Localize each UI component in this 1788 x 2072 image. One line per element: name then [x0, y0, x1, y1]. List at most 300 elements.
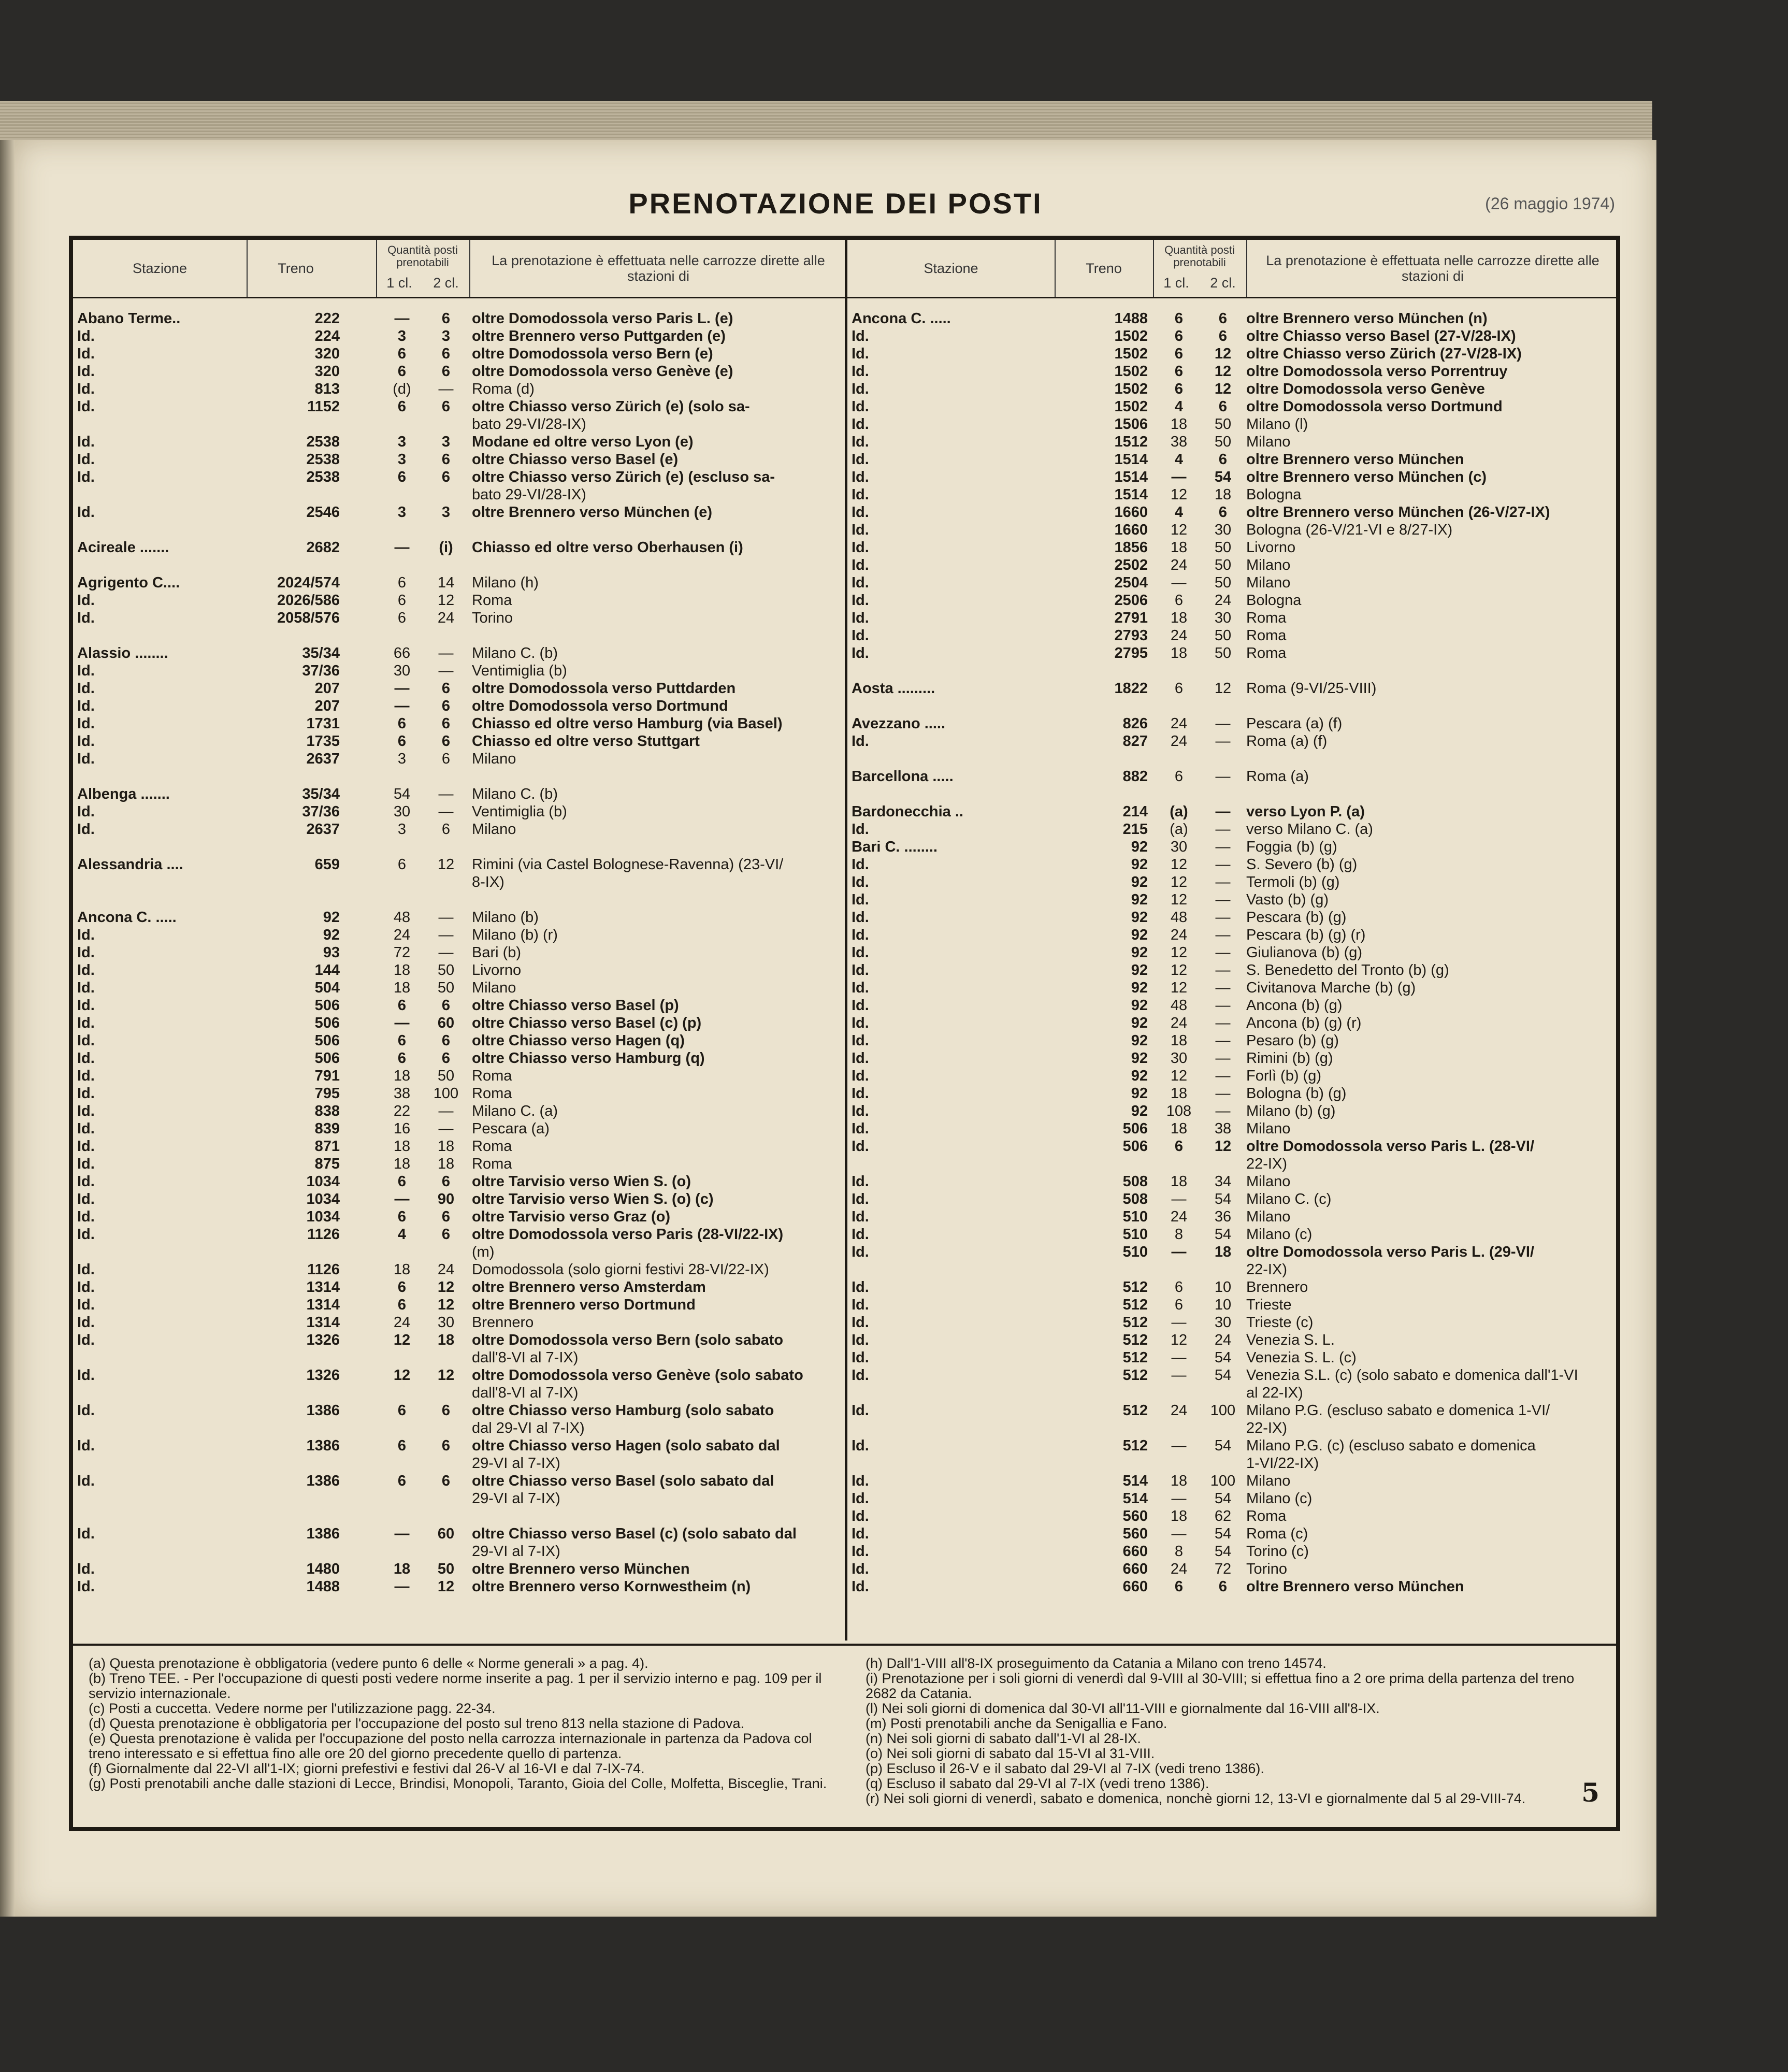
train-cell: 1514 — [1114, 486, 1148, 503]
train-cell: 1735 — [306, 733, 340, 750]
table-row — [73, 1402, 845, 1419]
destination-cell: Bologna (b) (g) — [1246, 1085, 1347, 1102]
table-row — [73, 1472, 845, 1490]
table-row — [73, 1560, 845, 1578]
table-row — [73, 556, 845, 574]
table-row — [847, 1085, 1617, 1102]
station-cell: Id. — [852, 1279, 869, 1296]
destination-cell: oltre Domodossola verso Bern (e) — [472, 346, 713, 362]
first-class-cell: 12 — [1170, 891, 1188, 908]
table-row — [73, 732, 845, 750]
table-row — [847, 1402, 1617, 1419]
station-cell: Id. — [77, 1297, 95, 1313]
destination-cell: Milano C. (b) — [472, 645, 558, 661]
station-cell: Id. — [852, 346, 869, 362]
first-class-cell: 12 — [393, 1367, 411, 1384]
destination-cell: Milano — [1246, 1208, 1291, 1225]
destination-cell: S. Severo (b) (g) — [1246, 856, 1358, 873]
second-class-cell: 6 — [441, 451, 451, 468]
destination-cell: 29-VI al 7-IX) — [472, 1490, 560, 1507]
table-row — [73, 697, 845, 715]
first-class-cell: 18 — [1170, 1173, 1188, 1190]
destination-cell: Torino — [1246, 1561, 1287, 1577]
first-class-cell: 6 — [1174, 1297, 1184, 1313]
train-cell: 659 — [314, 856, 340, 873]
train-cell: 35/34 — [302, 786, 340, 802]
second-class-cell: 18 — [437, 1138, 455, 1155]
second-class-cell: 12 — [1214, 680, 1232, 697]
table-row — [847, 345, 1617, 363]
destination-cell: Ventimiglia (b) — [472, 803, 567, 820]
second-class-cell: — — [1215, 1050, 1231, 1067]
first-class-cell: 30 — [393, 663, 411, 679]
table-row — [847, 609, 1617, 627]
second-class-cell: 54 — [1214, 1543, 1232, 1560]
first-class-cell: 6 — [397, 997, 407, 1014]
first-class-cell: — — [394, 310, 410, 327]
second-class-cell: 50 — [1214, 627, 1232, 644]
second-class-cell: 60 — [437, 1526, 455, 1542]
train-cell: 92 — [1131, 909, 1148, 926]
train-cell: 512 — [1122, 1437, 1148, 1454]
destination-cell: Bologna — [1246, 486, 1302, 503]
first-class-cell: 18 — [393, 962, 411, 979]
destination-cell: Brennero — [1246, 1279, 1308, 1296]
header-cl2-right: 2 cl. — [1210, 275, 1236, 291]
train-cell: 813 — [314, 381, 340, 397]
second-class-cell: 30 — [1214, 1314, 1232, 1331]
station-cell: Albenga ....... — [77, 786, 170, 802]
first-class-cell: 18 — [1170, 1120, 1188, 1137]
station-cell: Id. — [77, 1367, 95, 1384]
first-class-cell: 4 — [1174, 504, 1184, 521]
destination-cell: Venezia S. L. — [1246, 1332, 1335, 1348]
train-cell: 1514 — [1114, 469, 1148, 485]
page-title: PRENOTAZIONE DEI POSTI — [628, 187, 1043, 220]
destination-cell: Roma — [472, 592, 512, 609]
destination-cell: Chiasso ed oltre verso Hamburg (via Basel) — [472, 715, 783, 732]
train-cell: 512 — [1122, 1402, 1148, 1419]
station-cell: Id. — [852, 944, 869, 961]
second-class-cell: — — [438, 381, 454, 397]
destination-cell: Roma — [1246, 645, 1287, 661]
train-cell: 660 — [1122, 1561, 1148, 1577]
second-class-cell: 6 — [441, 751, 451, 767]
table-row — [73, 1578, 845, 1595]
footnote: (m) Posti prenotabili anche da Senigallia e Fano. — [866, 1716, 1167, 1731]
table-row — [847, 768, 1617, 785]
first-class-cell: 18 — [393, 1261, 411, 1278]
table-row — [847, 909, 1617, 926]
second-class-cell: — — [1215, 715, 1231, 732]
train-cell: 1314 — [306, 1314, 340, 1331]
train-cell: 871 — [314, 1138, 340, 1155]
table-row — [73, 1384, 845, 1402]
train-cell: 560 — [1122, 1526, 1148, 1542]
station-cell: Id. — [852, 1437, 869, 1454]
second-class-cell: 12 — [437, 592, 455, 609]
train-cell: 2793 — [1114, 627, 1148, 644]
station-cell: Aosta ......... — [852, 680, 935, 697]
station-cell: Id. — [77, 328, 95, 344]
train-cell: 1326 — [306, 1367, 340, 1384]
table-row — [847, 1102, 1617, 1120]
second-class-cell: — — [438, 909, 454, 926]
table-row — [847, 556, 1617, 574]
train-cell: 1488 — [306, 1578, 340, 1595]
first-class-cell: 18 — [1170, 1032, 1188, 1049]
second-class-cell: 6 — [441, 363, 451, 380]
second-class-cell: 100 — [1210, 1402, 1236, 1419]
station-cell: Ancona C. ..... — [852, 310, 951, 327]
destination-cell: oltre Domodossola verso Dortmund — [1246, 398, 1503, 415]
station-cell: Id. — [852, 1208, 869, 1225]
train-cell: 512 — [1122, 1349, 1148, 1366]
second-class-cell: 54 — [1214, 1191, 1232, 1207]
left-rows — [73, 310, 845, 1595]
table-row — [847, 1419, 1617, 1437]
station-cell: Id. — [852, 1367, 869, 1384]
train-cell: 1660 — [1114, 522, 1148, 538]
second-class-cell: — — [438, 786, 454, 802]
second-class-cell: 6 — [441, 1402, 451, 1419]
table-row — [847, 574, 1617, 592]
second-class-cell: 30 — [437, 1314, 455, 1331]
destination-cell: Rimini (via Castel Bolognese-Ravenna) (23-VI/ — [472, 856, 784, 873]
station-cell: Id. — [77, 1173, 95, 1190]
table-row — [847, 1366, 1617, 1384]
first-class-cell: 6 — [1174, 1138, 1184, 1155]
second-class-cell: — — [438, 1103, 454, 1119]
station-cell: Id. — [77, 1156, 95, 1172]
station-cell: Id. — [852, 1138, 869, 1155]
station-cell: Id. — [77, 346, 95, 362]
train-cell: 92 — [323, 909, 340, 926]
table-row — [847, 1243, 1617, 1261]
train-cell: 92 — [323, 927, 340, 943]
destination-cell: Milano P.G. (c) (escluso sabato e domenica — [1246, 1437, 1536, 1454]
train-cell: 506 — [314, 1050, 340, 1067]
station-cell: Ancona C. ..... — [77, 909, 177, 926]
first-class-cell: — — [394, 698, 410, 714]
table-row — [73, 1173, 845, 1190]
destination-cell: Torino — [472, 610, 513, 626]
second-class-cell: 18 — [1214, 486, 1232, 503]
first-class-cell: 72 — [393, 944, 411, 961]
station-cell: Id. — [852, 451, 869, 468]
destination-cell: Bologna — [1246, 592, 1302, 609]
train-cell: 514 — [1122, 1473, 1148, 1489]
second-class-cell: 14 — [437, 574, 455, 591]
table-row — [847, 1525, 1617, 1543]
table-row — [73, 363, 845, 380]
station-cell: Id. — [852, 927, 869, 943]
first-class-cell: 18 — [393, 1068, 411, 1084]
table-row — [73, 803, 845, 821]
station-cell: Id. — [77, 962, 95, 979]
first-class-cell: 12 — [1170, 856, 1188, 873]
footnote: (a) Questa prenotazione è obbligatoria (vedere punto 6 delle « Norme generali » a pag. 4). — [89, 1656, 648, 1671]
station-cell: Id. — [852, 1543, 869, 1560]
first-class-cell: — — [394, 680, 410, 697]
table-row — [847, 1014, 1617, 1032]
second-class-cell: 6 — [441, 733, 451, 750]
train-cell: 92 — [1131, 1050, 1148, 1067]
destination-cell: 1-VI/22-IX) — [1246, 1455, 1319, 1472]
train-cell: 1386 — [306, 1526, 340, 1542]
first-class-cell: 6 — [397, 1050, 407, 1067]
second-class-cell: 62 — [1214, 1508, 1232, 1524]
first-class-cell: — — [394, 1526, 410, 1542]
station-cell: Id. — [852, 1050, 869, 1067]
station-cell: Id. — [852, 381, 869, 397]
train-cell: 512 — [1122, 1367, 1148, 1384]
table-row — [847, 821, 1617, 838]
train-cell: 1512 — [1114, 434, 1148, 450]
train-cell: 2504 — [1114, 574, 1148, 591]
train-cell: 514 — [1122, 1490, 1148, 1507]
train-cell: 508 — [1122, 1191, 1148, 1207]
train-cell: 320 — [314, 363, 340, 380]
second-class-cell: 90 — [437, 1191, 455, 1207]
destination-cell: oltre Domodossola verso Paris L. (e) — [472, 310, 733, 327]
destination-cell: Pescara (a) (f) — [1246, 715, 1343, 732]
station-cell: Bari C. ........ — [852, 839, 938, 855]
destination-cell: oltre Domodossola verso Porrentruy — [1246, 363, 1508, 380]
header-cl1: 1 cl. — [386, 275, 412, 291]
destination-cell: oltre Chiasso verso Hagen (q) — [472, 1032, 685, 1049]
table-row — [73, 415, 845, 433]
destination-cell: oltre Tarvisio verso Wien S. (o) (c) — [472, 1191, 714, 1207]
second-class-cell: 12 — [1214, 363, 1232, 380]
first-class-cell: 6 — [1174, 768, 1184, 785]
destination-cell: Pescara (a) — [472, 1120, 550, 1137]
second-class-cell: 6 — [441, 1208, 451, 1225]
first-class-cell: 24 — [1170, 927, 1188, 943]
station-cell: Id. — [852, 416, 869, 433]
train-cell: 1386 — [306, 1402, 340, 1419]
table-row — [73, 1243, 845, 1261]
station-cell: Id. — [852, 504, 869, 521]
train-cell: 2024/574 — [277, 574, 340, 591]
second-class-cell: — — [1215, 856, 1231, 873]
destination-cell: Rimini (b) (g) — [1246, 1050, 1333, 1067]
train-cell: 1152 — [307, 398, 340, 415]
destination-cell: oltre Tarvisio verso Wien S. (o) — [472, 1173, 691, 1190]
first-class-cell: 6 — [397, 363, 407, 380]
station-cell: Id. — [77, 663, 95, 679]
right-column — [847, 240, 1617, 1641]
station-cell: Id. — [852, 1015, 869, 1031]
table-row — [847, 1437, 1617, 1455]
table-header-right — [847, 240, 1617, 298]
station-cell: Id. — [77, 698, 95, 714]
first-class-cell: 12 — [1170, 962, 1188, 979]
destination-cell: Roma (9-VI/25-VIII) — [1246, 680, 1377, 697]
table-row — [73, 1208, 845, 1226]
second-class-cell: 72 — [1214, 1561, 1232, 1577]
train-cell: 506 — [314, 1015, 340, 1031]
destination-cell: Milano — [1246, 434, 1291, 450]
second-class-cell: 10 — [1214, 1279, 1232, 1296]
first-class-cell: 6 — [1174, 592, 1184, 609]
destination-cell: oltre Chiasso verso Hagen (solo sabato dal — [472, 1437, 780, 1454]
station-cell: Id. — [77, 751, 95, 767]
table-row — [847, 662, 1617, 680]
table-row — [847, 1120, 1617, 1138]
destination-cell: oltre Brennero verso München — [472, 1561, 690, 1577]
train-cell: 92 — [1131, 997, 1148, 1014]
table-row — [847, 1261, 1617, 1278]
second-class-cell: 50 — [437, 1068, 455, 1084]
second-class-cell: 54 — [1214, 1490, 1232, 1507]
train-cell: 92 — [1131, 1015, 1148, 1031]
first-class-cell: — — [1171, 1314, 1187, 1331]
station-cell: Id. — [852, 1297, 869, 1313]
table-row — [847, 627, 1617, 644]
second-class-cell: 12 — [437, 1367, 455, 1384]
destination-cell: oltre Chiasso verso Basel (c) (p) — [472, 1015, 702, 1031]
station-cell: Bardonecchia .. — [852, 803, 963, 820]
train-cell: 214 — [1122, 803, 1148, 820]
station-cell: Id. — [852, 469, 869, 485]
table-row — [73, 398, 845, 415]
first-class-cell: — — [1171, 574, 1187, 591]
train-cell: 827 — [1122, 733, 1148, 750]
second-class-cell: 6 — [1218, 451, 1228, 468]
train-cell: 37/36 — [302, 663, 340, 679]
first-class-cell: 4 — [1174, 398, 1184, 415]
station-cell: Abano Terme.. — [77, 310, 181, 327]
station-cell: Id. — [77, 715, 95, 732]
train-cell: 2546 — [306, 504, 340, 521]
station-cell: Id. — [852, 856, 869, 873]
table-row — [73, 1331, 845, 1349]
table-row — [847, 1067, 1617, 1085]
destination-cell: 22-IX) — [1246, 1261, 1287, 1278]
destination-cell: oltre Domodossola verso Genève — [1246, 381, 1485, 397]
header-stazione: Stazione — [132, 261, 188, 276]
second-class-cell: 54 — [1214, 469, 1232, 485]
destination-cell: 29-VI al 7-IX) — [472, 1543, 560, 1560]
first-class-cell: 6 — [397, 1473, 407, 1489]
destination-cell: Milano — [1246, 1120, 1291, 1137]
table-row — [73, 1085, 845, 1102]
second-class-cell: 50 — [1214, 645, 1232, 661]
station-cell: Id. — [852, 1578, 869, 1595]
second-class-cell: — — [1215, 1103, 1231, 1119]
destination-cell: oltre Domodossola verso Paris L. (29-VI/ — [1246, 1244, 1534, 1260]
station-cell: Id. — [77, 1332, 95, 1348]
station-cell: Id. — [852, 522, 869, 538]
train-cell: 92 — [1131, 1085, 1148, 1102]
station-cell: Id. — [852, 1561, 869, 1577]
second-class-cell: 36 — [1214, 1208, 1232, 1225]
table-row — [847, 1049, 1617, 1067]
table-row — [847, 838, 1617, 856]
first-class-cell: 6 — [397, 398, 407, 415]
second-class-cell: — — [1215, 733, 1231, 750]
destination-cell: 22-IX) — [1246, 1156, 1287, 1172]
first-class-cell: (a) — [1170, 821, 1188, 838]
destination-cell: oltre Chiasso verso Zürich (e) (escluso sa- — [472, 469, 775, 485]
table-row — [73, 1226, 845, 1243]
first-class-cell: 30 — [1170, 839, 1188, 855]
second-class-cell: 50 — [1214, 574, 1232, 591]
destination-cell: oltre Brennero verso Kornwestheim (n) — [472, 1578, 751, 1595]
table-row — [847, 1173, 1617, 1190]
table-row — [847, 539, 1617, 556]
second-class-cell: — — [438, 1120, 454, 1137]
destination-cell: oltre Chiasso verso Hamburg (q) — [472, 1050, 705, 1067]
table-row — [73, 1120, 845, 1138]
train-cell: 207 — [314, 698, 340, 714]
first-class-cell: 6 — [397, 610, 407, 626]
train-cell: 791 — [314, 1068, 340, 1084]
first-class-cell: 6 — [397, 715, 407, 732]
second-class-cell: 6 — [1218, 1578, 1228, 1595]
second-class-cell: 6 — [441, 698, 451, 714]
second-class-cell: 100 — [433, 1085, 459, 1102]
station-cell: Id. — [852, 891, 869, 908]
train-cell: 1034 — [306, 1208, 340, 1225]
footnote: (o) Nei soli giorni di sabato dal 15-VI al 31-VIII. — [866, 1746, 1155, 1761]
destination-cell: Milano (b) — [472, 909, 539, 926]
table-row — [73, 909, 845, 926]
footnote: (i) Prenotazione per i soli giorni di venerdì dal 9-VIII al 30-VIII; si effettua fino a 2 ore prima della partenza del treno 2682 da Catania. — [866, 1671, 1575, 1701]
train-cell: 2637 — [306, 751, 340, 767]
second-class-cell: 30 — [1214, 610, 1232, 626]
table-row — [73, 486, 845, 503]
station-cell: Id. — [852, 1526, 869, 1542]
table-row — [73, 592, 845, 609]
destination-cell: oltre Brennero verso München (n) — [1246, 310, 1488, 327]
second-class-cell: — — [1215, 891, 1231, 908]
table-row — [847, 521, 1617, 539]
destination-cell: Domodossola (solo giorni festivi 28-VI/22-IX) — [472, 1261, 769, 1278]
second-class-cell: — — [438, 927, 454, 943]
destination-cell: Bari (b) — [472, 944, 522, 961]
second-class-cell: — — [1215, 927, 1231, 943]
table-row — [847, 433, 1617, 451]
station-cell: Id. — [77, 1138, 95, 1155]
header-cl1-right: 1 cl. — [1163, 275, 1189, 291]
first-class-cell: 54 — [393, 786, 411, 802]
first-class-cell: 4 — [397, 1226, 407, 1243]
second-class-cell: 6 — [441, 1032, 451, 1049]
first-class-cell: 108 — [1166, 1103, 1192, 1119]
table-row — [847, 961, 1617, 979]
second-class-cell: — — [1215, 768, 1231, 785]
train-cell: 2637 — [306, 821, 340, 838]
destination-cell: Milano — [472, 751, 516, 767]
footnotes-left — [89, 1656, 829, 1791]
table-row — [73, 433, 845, 451]
footnote: (q) Escluso il sabato dal 29-VI al 7-IX (vedi treno 1386). — [866, 1776, 1209, 1791]
station-cell: Id. — [852, 733, 869, 750]
destination-cell: Roma (d) — [472, 381, 535, 397]
first-class-cell: — — [1171, 1349, 1187, 1366]
destination-cell: Milano — [1246, 574, 1291, 591]
train-cell: 2538 — [306, 451, 340, 468]
destination-cell: Milano — [1246, 1473, 1291, 1489]
second-class-cell: 38 — [1214, 1120, 1232, 1137]
destination-cell: Pescara (b) (g) — [1246, 909, 1347, 926]
train-cell: 92 — [1131, 1032, 1148, 1049]
train-cell: 1386 — [306, 1437, 340, 1454]
second-class-cell: 24 — [437, 610, 455, 626]
first-class-cell: — — [1171, 1526, 1187, 1542]
